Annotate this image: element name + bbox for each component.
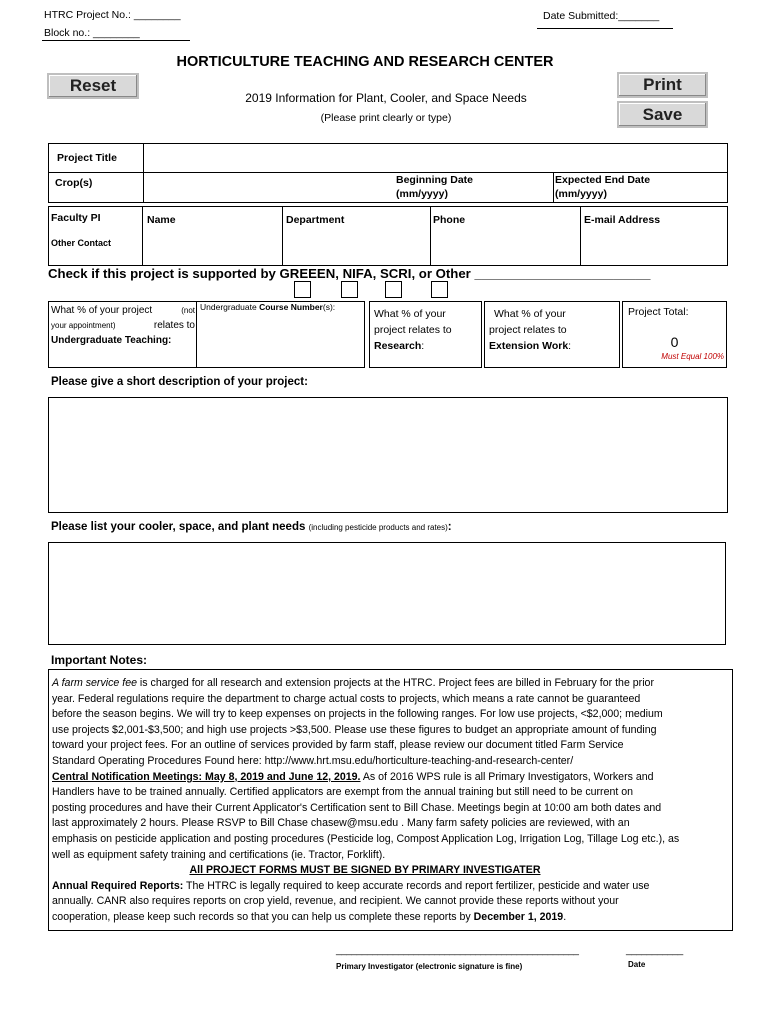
name-input[interactable] — [145, 228, 280, 264]
other-contact-label: Other Contact — [51, 238, 112, 248]
date-signature-line[interactable]: ___________ — [626, 945, 683, 956]
page-title: HORTICULTURE TEACHING AND RESEARCH CENTER — [176, 54, 554, 70]
header-rule-right — [537, 28, 673, 29]
faculty-divider-1 — [142, 206, 143, 266]
project-info-bottom — [48, 202, 728, 203]
end-date-divider — [553, 172, 554, 202]
date-signature-label: Date — [628, 960, 646, 969]
faculty-divider-3 — [430, 206, 431, 266]
page-subtitle: 2019 Information for Plant, Cooler, and Space Needs — [245, 91, 527, 105]
reset-button[interactable]: Reset — [47, 73, 139, 99]
department-input[interactable] — [285, 228, 428, 264]
project-no-label: HTRC Project No.: ________ — [44, 9, 181, 21]
project-title-input[interactable] — [146, 145, 724, 171]
needs-label: Please list your cooler, space, and plant needs (including pesticide products and rates): — [51, 521, 452, 533]
faculty-pi-label: Faculty PI — [51, 212, 101, 224]
teaching-percent-label: What % of your project (not your appointment) relates to Undergraduate Teaching: — [51, 305, 195, 346]
other-checkbox[interactable] — [431, 281, 448, 298]
end-date-label: Expected End Date (mm/yyyy) — [555, 174, 651, 200]
project-title-divider — [143, 143, 144, 173]
beginning-date-label: Beginning Date (mm/yyyy) — [396, 174, 474, 200]
phone-input[interactable] — [433, 228, 578, 264]
header-rule-left — [42, 40, 190, 41]
project-total-label: Project Total: — [628, 306, 689, 318]
block-no-label: Block no.: ________ — [44, 27, 140, 39]
support-label: Check if this project is supported by GREEEN, NIFA, SCRI, or Other ________________________ — [48, 266, 651, 281]
crops-input[interactable] — [146, 174, 392, 200]
notes-body: A farm service fee is charged for all research and extension projects at the HTRC. Project fees are billed in February for the prior year. Federal regulations require the department to charge actual costs to projects, which means a rate cannot be guaranteed before the season begins. We will try to keep expenses on projects in the following ranges. For low use projects, <$2,000; medium use projects $2,001-$3,500; and high use projects >$3,500. Please use these figures to budget an appropriate amount of funding toward your project fees. For an outline of services provided by farm staff, please review our document titled Farm Service Standard Operating Procedures Found here: http://www.hrt.msu.edu/horticulture-teaching-and-research-center/ Central Notification Meetings: May 8, 2019 and June 12, 2019. As of 2016 WPS rule is all Primary Investigators, Workers and Handlers have to be trained annually. Certified applicators are exempt from the annual training but still need to be current on posting procedures and have their Current Applicator's Certification sent to Bill Chase. Meetings begin at 10:00 am both dates and last approximately 2 hours. Please RSVP to Bill Chase chasew@msu.edu . Many farm safety policies are reviewed, with an emphasis on pesticide application and posting procedures (Pesticide log, Compost Application Log, Irrigation Log, Tillage Log etc.), as well as equipment safety training and certifications (ie. Tractor, Forklift). All PROJECT FORMS MUST BE SIGNED BY PRIMARY INVESTIGATER Annual Required Reports: The HTRC is legally required to keep accurate records and report fertilizer, pesticide and water use annually. CANR also requires reports on crop yield, revenue, and recipient. We cannot provide these reports without your cooperation, please keep such records so that you can help us complete these reports by December 1, 2019. — [52, 677, 680, 923]
print-button[interactable]: Print — [617, 72, 708, 98]
print-instruction: (Please print clearly or type) — [320, 112, 452, 124]
save-button[interactable]: Save — [617, 101, 708, 128]
notes-heading: Important Notes: — [51, 653, 147, 667]
nifa-checkbox[interactable] — [341, 281, 358, 298]
must-equal-note: Must Equal 100% — [661, 352, 724, 361]
pi-signature-line[interactable]: _______________________________________________ — [336, 945, 579, 956]
email-label: E-mail Address — [584, 214, 661, 226]
phone-label: Phone — [433, 214, 466, 226]
faculty-divider-4 — [580, 206, 581, 266]
description-label: Please give a short description of your project: — [51, 376, 308, 388]
project-total-value: 0 — [670, 334, 679, 350]
email-input[interactable] — [583, 228, 726, 264]
scri-checkbox[interactable] — [385, 281, 402, 298]
pi-signature-label: Primary Investigator (electronic signature is fine) — [336, 962, 523, 971]
crops-divider — [143, 172, 144, 202]
course-number-label: Undergraduate Course Number(s): — [200, 302, 336, 312]
extension-percent-label: What % of your project relates to Extension Work: — [489, 308, 572, 352]
description-textarea[interactable] — [48, 397, 728, 513]
needs-textarea[interactable] — [48, 542, 726, 645]
date-submitted-label: Date Submitted:_______ — [543, 10, 660, 22]
department-label: Department — [286, 214, 345, 226]
faculty-divider-2 — [282, 206, 283, 266]
greeen-checkbox[interactable] — [294, 281, 311, 298]
name-label: Name — [147, 214, 176, 226]
project-title-label: Project Title — [57, 152, 117, 164]
research-percent-label: What % of your project relates to Research: — [374, 308, 452, 352]
crops-label: Crop(s) — [55, 177, 93, 189]
